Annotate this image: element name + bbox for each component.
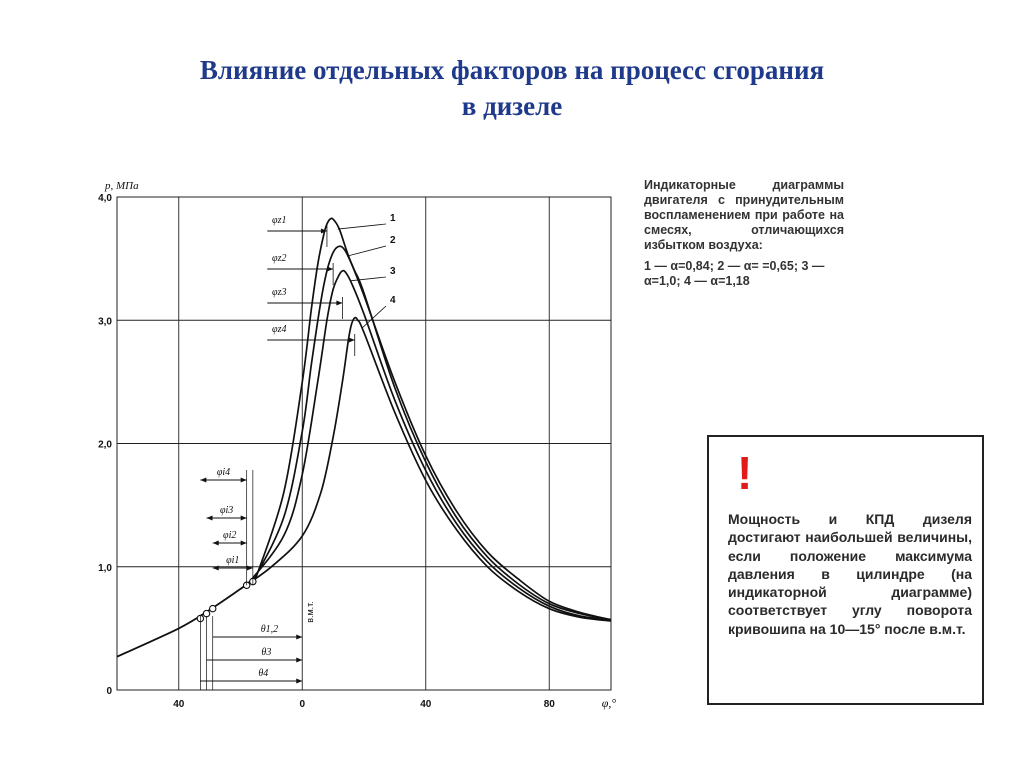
phi-z-label: φz2 (272, 253, 287, 264)
note-text: Мощность и КПД дизеля достигают наибольшей величины, если положение максимума давления в цилиндре (на индикаторной диаграмме) соответствует углу поворота кривошипа на 10—15° после в.м.т. (728, 511, 972, 637)
x-tick-label: 0 (299, 699, 306, 710)
figure-caption (644, 178, 844, 289)
series-leader-line (338, 224, 386, 229)
title-line-2: в дизеле (461, 91, 563, 121)
theta-arrow-head (296, 679, 302, 684)
phi-i-label: φi2 (223, 530, 237, 541)
phi-i-arrow-head (213, 541, 219, 546)
phi-i-arrow-head (241, 541, 247, 546)
series-leader-line (347, 246, 386, 256)
theta-arrow-head (296, 635, 302, 640)
ignition-point (210, 605, 216, 611)
y-tick-label: 0 (106, 686, 112, 697)
phi-i-arrow-head (241, 478, 247, 483)
y-tick-label: 2,0 (98, 439, 112, 451)
phi-i-arrow-head (213, 566, 219, 571)
caption-legend: 1 — α=0,84; 2 — α= =0,65; 3 — α=1,0; 4 — α=1,18 (644, 259, 825, 288)
series-label: 3 (390, 266, 396, 277)
ignition-point (203, 610, 209, 616)
exclamation-icon: ! (737, 447, 753, 499)
theta-label: θ1,2 (260, 624, 279, 635)
phi-i-arrow-head (200, 478, 206, 483)
series-line-3 (247, 271, 611, 620)
y-tick-label: 3,0 (98, 316, 112, 328)
x-tick-label: 80 (543, 699, 555, 710)
x-tick-label: 40 (420, 699, 432, 710)
tdc-label: в.м.т. (305, 601, 316, 623)
theta-label: θ4 (258, 668, 269, 679)
phi-i-arrow-head (241, 516, 247, 521)
phi-i-arrow-head (207, 516, 213, 521)
series-line-1 (256, 218, 611, 619)
phi-z-label: φz1 (272, 215, 287, 226)
series-line-2 (253, 246, 611, 619)
phi-z-arrow-head (327, 267, 333, 272)
series-label: 4 (390, 295, 396, 306)
x-tick-label: 40 (173, 699, 185, 710)
title-line-1: Влияние отдельных факторов на процесс сгорания (199, 55, 825, 85)
phi-i-arrow-head (247, 566, 253, 571)
phi-i-label: φi4 (216, 467, 231, 478)
phi-z-arrow-head (336, 301, 342, 306)
x-axis-label: φ,° (601, 696, 617, 710)
theta-label: θ3 (261, 647, 272, 658)
y-tick-label: 1,0 (98, 562, 112, 574)
y-axis-label: p, МПа (105, 180, 139, 192)
y-tick-label: 4,0 (98, 193, 112, 204)
series-leader-line (350, 277, 386, 281)
series-label: 2 (390, 235, 396, 246)
phi-z-label: φz4 (272, 324, 287, 335)
phi-z-label: φz3 (272, 287, 287, 298)
series-label: 1 (390, 213, 396, 224)
compression-curve (117, 578, 256, 657)
phi-z-arrow-head (349, 338, 355, 343)
caption-description: Индикаторные диаграммы двигателя с принудительным воспламенением при работе на смесях, отличающихся избытком воздуха: (644, 178, 844, 252)
phi-i-label: φi3 (219, 505, 234, 516)
phi-i-label: φi1 (226, 555, 240, 566)
theta-arrow-head (296, 658, 302, 663)
